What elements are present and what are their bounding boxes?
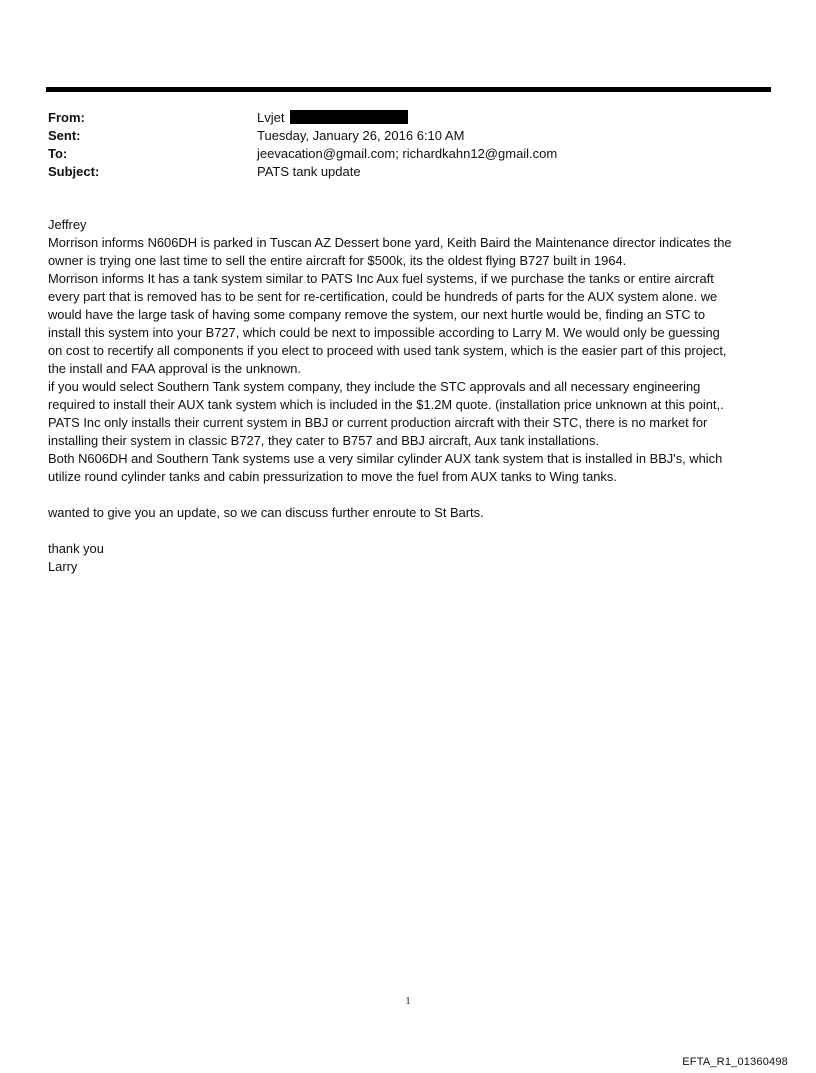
subject-value: PATS tank update — [257, 164, 361, 179]
body-line: install this system into your B727, which could be next to impossible according to Larry M. We would only be guessing — [48, 325, 720, 340]
email-header — [48, 109, 768, 181]
subject-row — [48, 163, 768, 181]
header-divider — [46, 87, 771, 92]
greeting: Jeffrey — [48, 217, 87, 232]
page-number: 1 — [405, 996, 411, 1007]
body-line: Morrison informs It has a tank system similar to PATS Inc Aux fuel systems, if we purchase the tanks or entire aircraft — [48, 271, 714, 286]
email-body — [48, 216, 773, 576]
closing: thank you — [48, 541, 104, 556]
to-row — [48, 145, 768, 163]
sent-label: Sent: — [48, 128, 81, 143]
bates-number: EFTA_R1_01360498 — [682, 1056, 788, 1068]
from-value: Lvjet — [257, 110, 285, 125]
from-value-container — [257, 109, 768, 127]
subject-label: Subject: — [48, 164, 100, 179]
body-line: PATS Inc only installs their current system in BBJ or current production aircraft with their STC, there is no market for — [48, 415, 708, 430]
body-line: Morrison informs N606DH is parked in Tuscan AZ Dessert bone yard, Keith Baird the Maintenance director indicates the — [48, 235, 732, 250]
body-line: installing their system in classic B727, they cater to B757 and BBJ aircraft, Aux tank installations. — [48, 433, 599, 448]
body-line: on cost to recertify all components if you elect to proceed with used tank system, which is the easier part of this project, — [48, 343, 727, 358]
to-label: To: — [48, 146, 68, 161]
body-line: owner is trying one last time to sell the entire aircraft for $500k, its the oldest flying B727 built in 1964. — [48, 253, 627, 268]
body-line: every part that is removed has to be sent for re-certification, could be hundreds of parts for the AUX system alone. we — [48, 289, 718, 304]
to-value: jeevacation@gmail.com; richardkahn12@gmail.com — [257, 146, 558, 161]
signature: Larry — [48, 559, 78, 574]
body-line: if you would select Southern Tank system company, they include the STC approvals and all necessary engineering — [48, 379, 701, 394]
paragraph-spacer — [48, 486, 773, 504]
sent-value: Tuesday, January 26, 2016 6:10 AM — [257, 128, 465, 143]
sent-row — [48, 127, 768, 145]
from-label: From: — [48, 110, 85, 125]
redaction-block — [290, 110, 408, 124]
body-line: required to install their AUX tank system which is included in the $1.2M quote. (installation price unknown at this point,. — [48, 397, 724, 412]
paragraph-spacer — [48, 522, 773, 540]
body-line: utilize round cylinder tanks and cabin pressurization to move the fuel from AUX tanks to Wing tanks. — [48, 469, 617, 484]
update-line: wanted to give you an update, so we can discuss further enroute to St Barts. — [48, 505, 484, 520]
body-line: Both N606DH and Southern Tank systems use a very similar cylinder AUX tank system that is installed in BBJ's, which — [48, 451, 723, 466]
from-row — [48, 109, 768, 127]
body-line: would have the large task of having some company remove the system, our next hurtle would be, finding an STC to — [48, 307, 706, 322]
body-line: the install and FAA approval is the unknown. — [48, 361, 301, 376]
